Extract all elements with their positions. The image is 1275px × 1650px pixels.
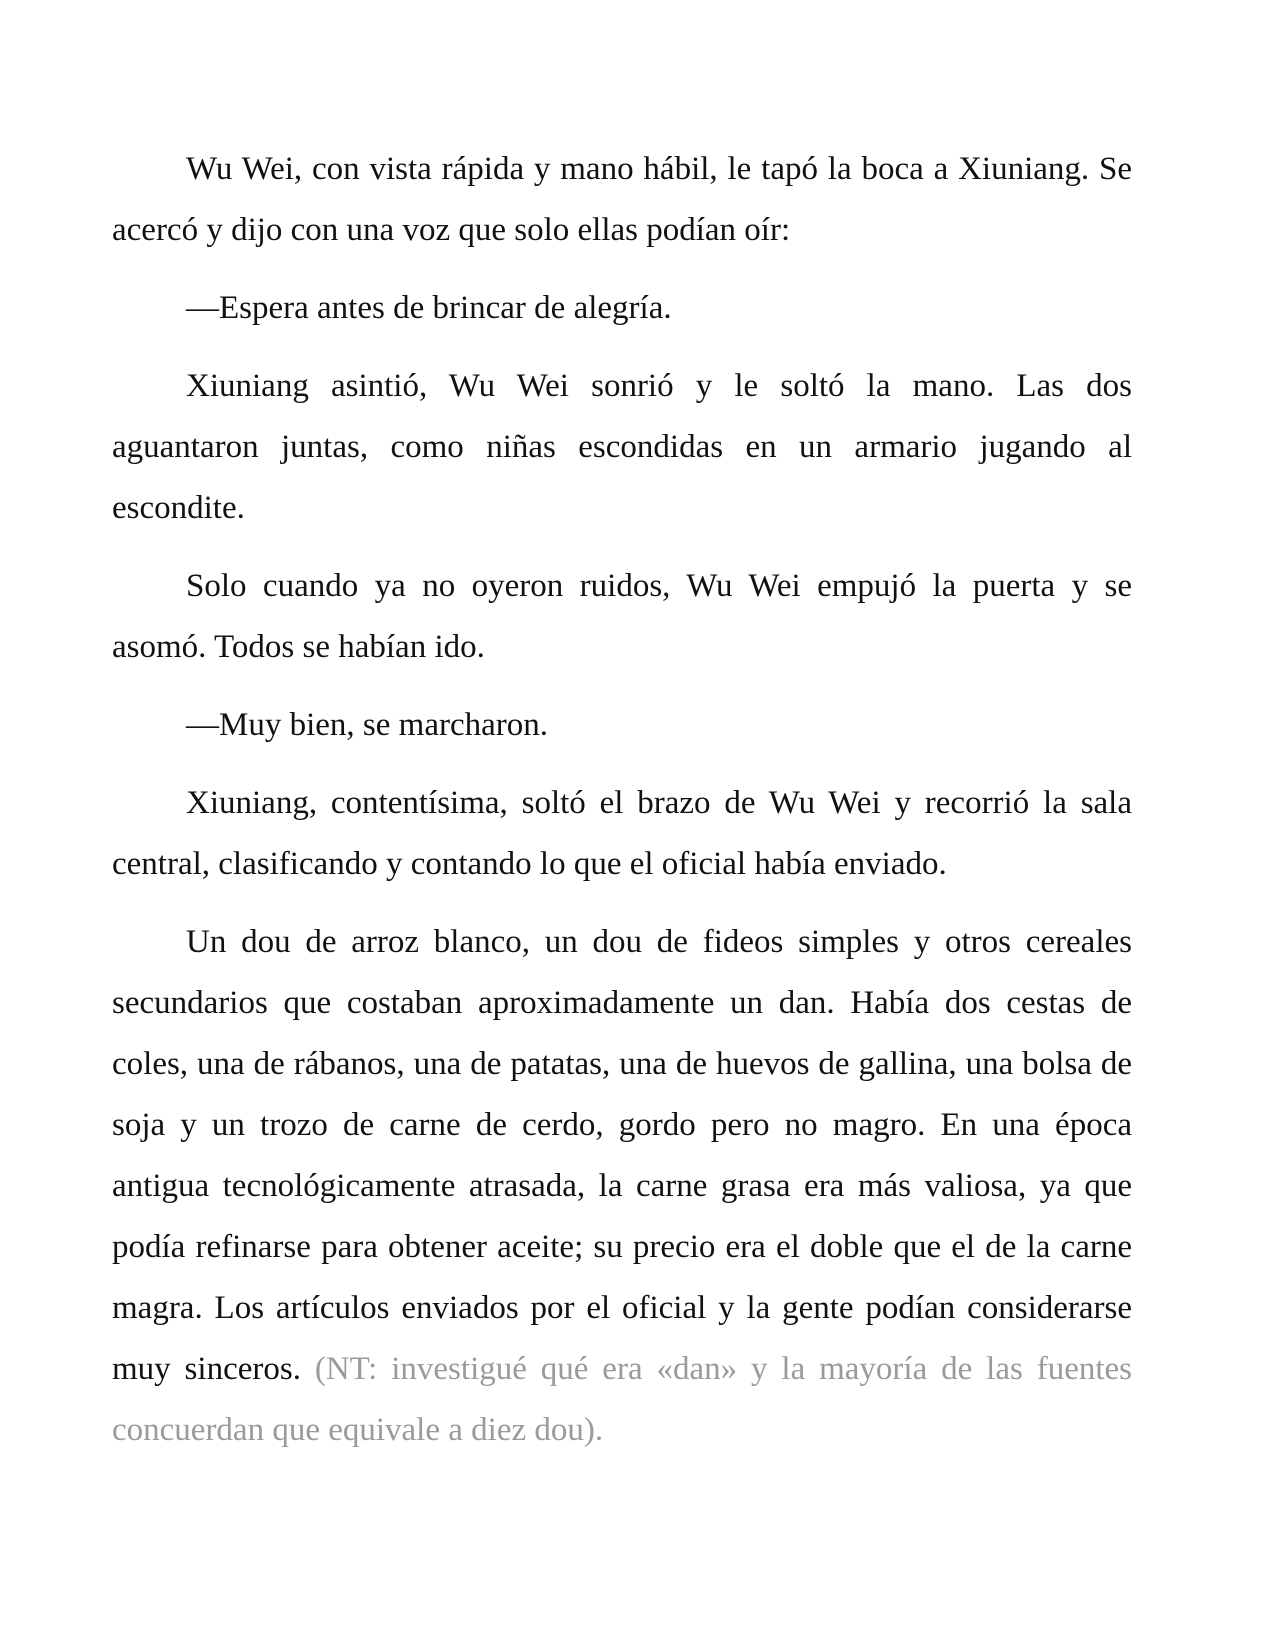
paragraph-7 — [112, 912, 1132, 1461]
document-body — [112, 139, 1132, 1478]
paragraph-2-text: —Espera antes de brincar de alegría. — [186, 290, 672, 326]
paragraph-5-text: —Muy bien, se marcharon. — [186, 707, 548, 743]
paragraph-4-text: Solo cuando ya no oyeron ruidos, Wu Wei empujó la puerta y se asomó. Todos se habían ido. — [112, 568, 1132, 665]
paragraph-7-text: Un dou de arroz blanco, un dou de fideos simples y otros cereales secundarios que costaban aproximadamente un dan. Había dos cestas de coles, una de rábanos, una de patatas, una de huevos de gallina, una bolsa de soja y un trozo de carne de cerdo, gordo pero no magro. En una época antigua tecnológicamente atrasada, la carne grasa era más valiosa, ya que podía refinarse para obtener aceite; su precio era el doble que el de la carne magra. Los artículos enviados por el oficial y la gente podían considerarse muy sinceros. — [112, 924, 1132, 1387]
paragraph-6 — [112, 773, 1132, 895]
paragraph-6-text: Xiuniang, contentísima, soltó el brazo de Wu Wei y recorrió la sala central, clasificando y contando lo que el oficial había enviado. — [112, 785, 1132, 882]
paragraph-2-dialogue — [112, 278, 1132, 339]
translator-note: (NT: investigué qué era «dan» y la mayoría de las fuentes concuerdan que equivale a diez dou). — [112, 1351, 1132, 1448]
paragraph-4 — [112, 556, 1132, 678]
paragraph-3-text: Xiuniang asintió, Wu Wei sonrió y le soltó la mano. Las dos aguantaron juntas, como niñas escondidas en un armario jugando al escondite. — [112, 368, 1132, 526]
paragraph-1 — [112, 139, 1132, 261]
paragraph-3 — [112, 356, 1132, 539]
paragraph-5-dialogue — [112, 695, 1132, 756]
paragraph-1-text: Wu Wei, con vista rápida y mano hábil, le tapó la boca a Xiuniang. Se acercó y dijo con una voz que solo ellas podían oír: — [112, 151, 1132, 248]
